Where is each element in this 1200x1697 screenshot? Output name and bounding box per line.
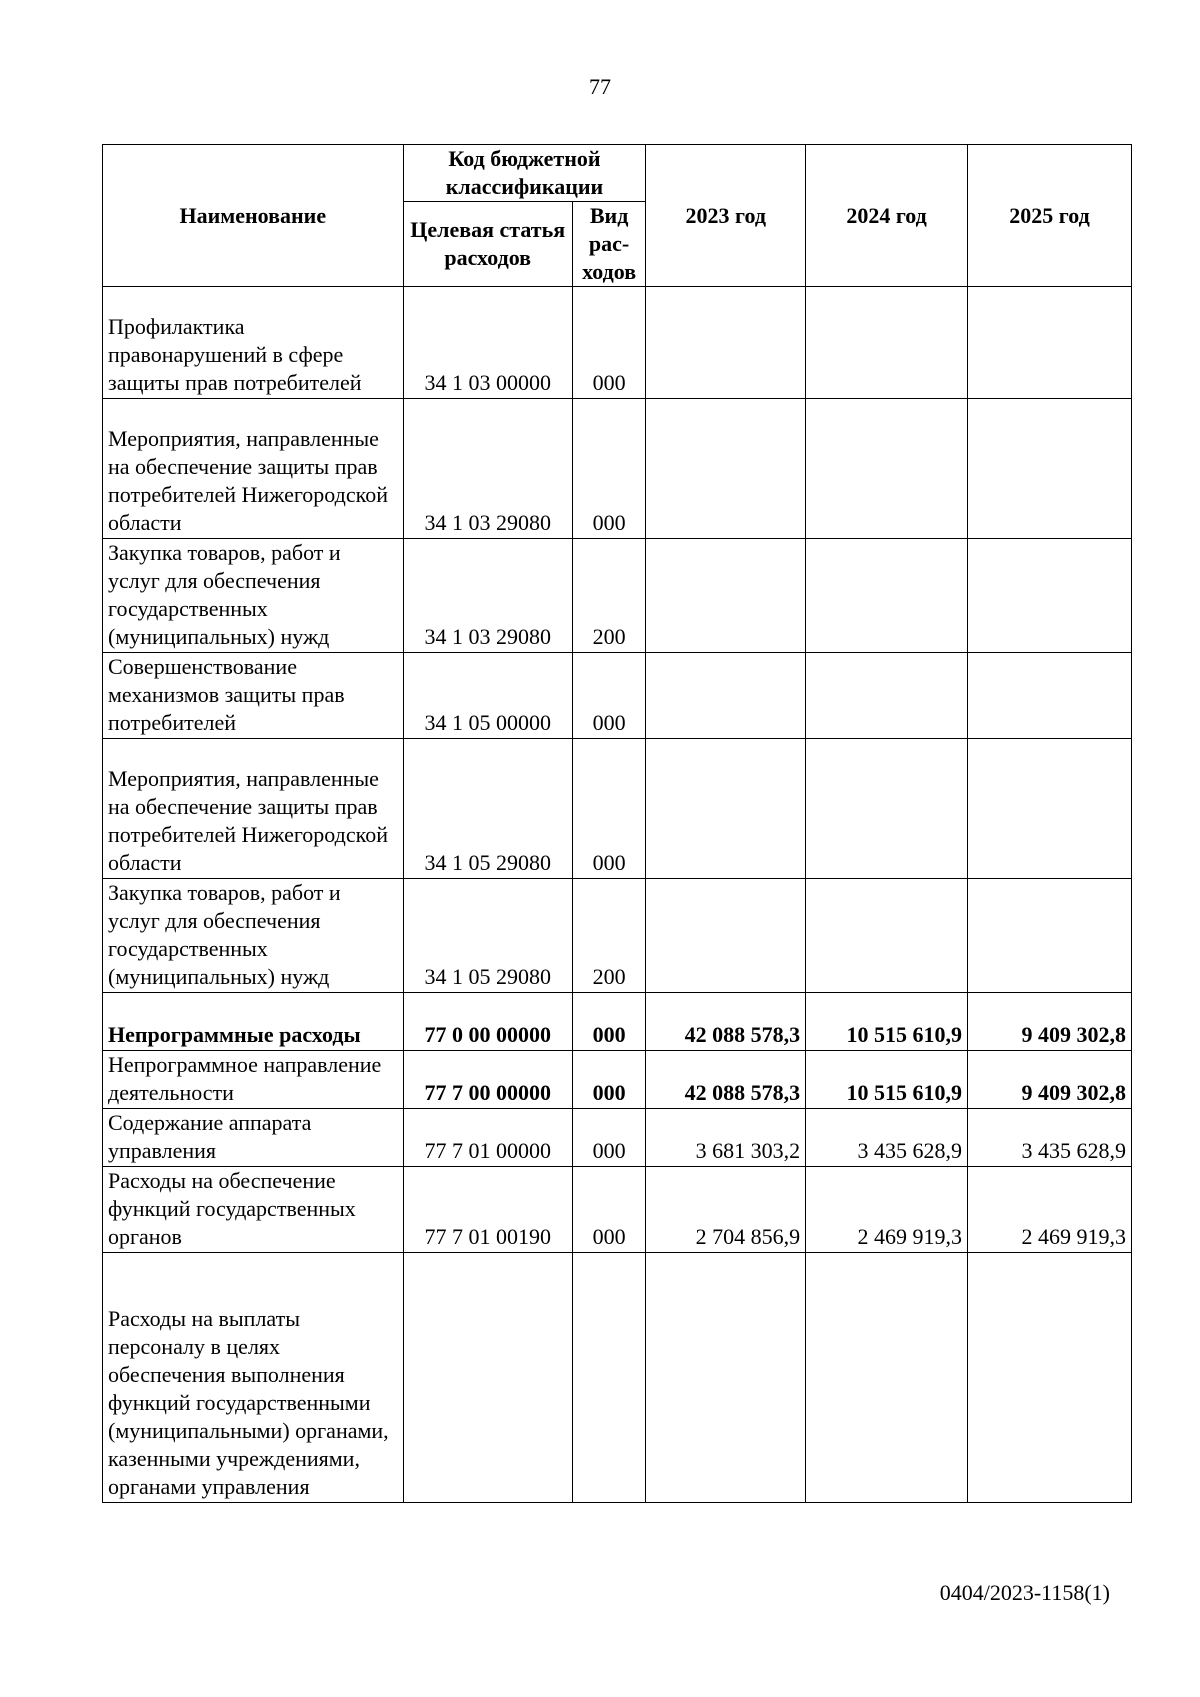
row-2025 [967,653,1131,739]
row-name: Содержание аппарата управления [103,1109,404,1167]
row-code: 77 7 01 00190 [403,1167,572,1253]
row-2024: 2 469 919,3 [806,1167,968,1253]
row-code: 34 1 05 29080 [403,739,572,879]
row-2023 [646,739,806,879]
row-kind: 000 [572,653,646,739]
row-2025 [967,287,1131,399]
row-code: 34 1 03 29080 [403,399,572,539]
row-2025: 3 435 628,9 [967,1109,1131,1167]
table-row [103,879,1132,993]
document-code: 0404/2023-1158(1) [939,1580,1110,1605]
row-code: 34 1 03 00000 [403,287,572,399]
row-name: Совершенствование механизмов защиты прав потребителей [103,653,404,739]
row-name: Закупка товаров, работ и услуг для обеспечения государственных (муниципальных) нужд [103,879,404,993]
header-2024: 2024 год [806,145,968,287]
row-2024 [806,653,968,739]
row-code: 77 0 00 00000 [403,993,572,1051]
row-code: 77 7 01 00000 [403,1109,572,1167]
row-2024 [806,1253,968,1503]
header-2023: 2023 год [646,145,806,287]
row-kind: 000 [572,1109,646,1167]
header-2025: 2025 год [967,145,1131,287]
row-2023 [646,1253,806,1503]
header-name: Наименование [103,145,404,287]
row-kind: 000 [572,1051,646,1109]
row-kind: 200 [572,539,646,653]
row-2023 [646,539,806,653]
row-2025 [967,1253,1131,1503]
row-2023 [646,879,806,993]
row-2023 [646,653,806,739]
row-2023 [646,287,806,399]
table-row [103,399,1132,539]
row-kind: 000 [572,399,646,539]
table-row [103,287,1132,399]
table-row [103,1167,1132,1253]
table-row [103,739,1132,879]
row-2023 [646,399,806,539]
row-kind [572,1253,646,1503]
table-row [103,1253,1132,1503]
row-code: 34 1 05 00000 [403,653,572,739]
row-kind: 000 [572,993,646,1051]
header-budget-code: Код бюджетной классификации [403,145,646,202]
row-2025: 9 409 302,8 [967,993,1131,1051]
row-2025 [967,399,1131,539]
row-name: Мероприятия, направленные на обеспечение защиты прав потребителей Нижегородской области [103,739,404,879]
row-2025: 9 409 302,8 [967,1051,1131,1109]
row-2025 [967,879,1131,993]
row-name: Мероприятия, направленные на обеспечение защиты прав потребителей Нижегородской области [103,399,404,539]
table-row [103,993,1132,1051]
row-2023: 42 088 578,3 [646,1051,806,1109]
row-2023: 3 681 303,2 [646,1109,806,1167]
row-2024: 10 515 610,9 [806,1051,968,1109]
row-name: Расходы на выплаты персоналу в целях обеспечения выполнения функций государственными (муниципальными) органами, казенными учреждениями, органами управления [103,1253,404,1503]
row-code: 77 7 00 00000 [403,1051,572,1109]
row-name: Непрограммные расходы [103,993,404,1051]
row-2024 [806,739,968,879]
row-kind: 000 [572,1167,646,1253]
row-code: 34 1 03 29080 [403,539,572,653]
row-kind: 000 [572,287,646,399]
row-2025: 2 469 919,3 [967,1167,1131,1253]
table-row [103,653,1132,739]
row-2025 [967,739,1131,879]
budget-table [102,144,1132,1503]
row-name: Профилактика правонарушений в сфере защиты прав потребителей [103,287,404,399]
row-name: Закупка товаров, работ и услуг для обеспечения государственных (муниципальных) нужд [103,539,404,653]
row-2024 [806,399,968,539]
row-kind: 000 [572,739,646,879]
row-2024: 3 435 628,9 [806,1109,968,1167]
row-code [403,1253,572,1503]
row-kind: 200 [572,879,646,993]
row-name: Расходы на обеспечение функций государственных органов [103,1167,404,1253]
row-2023: 42 088 578,3 [646,993,806,1051]
row-2024 [806,287,968,399]
header-expense-type: Вид рас-ходов [572,202,646,287]
header-target-article: Целевая статья расходов [403,202,572,287]
row-2024: 10 515 610,9 [806,993,968,1051]
row-name: Непрограммное направление деятельности [103,1051,404,1109]
row-2024 [806,539,968,653]
table-row [103,1109,1132,1167]
table-row [103,539,1132,653]
row-2025 [967,539,1131,653]
table-row [103,1051,1132,1109]
row-2023: 2 704 856,9 [646,1167,806,1253]
row-2024 [806,879,968,993]
page-number: 77 [589,74,611,99]
row-code: 34 1 05 29080 [403,879,572,993]
